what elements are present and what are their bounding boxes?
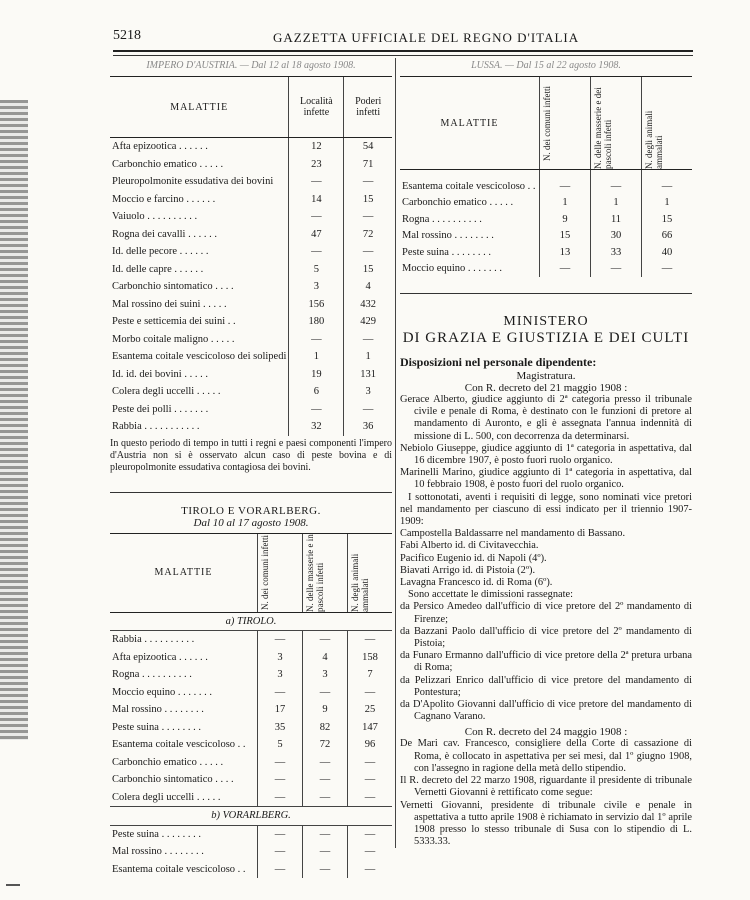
table-row [110,366,392,384]
paragraph-nominations-intro: I sottonotati, aventi i requisiti di legge, sono nominati vice pretori nel mandamento per ciascuno di essi indicato per il triennio 1907-1909: [400,491,692,528]
disease-label: Morbo coitale maligno . . . . . [112,333,235,345]
col-header-masserie-2: N. delle masserie e in pascoli infetti [305,533,325,612]
disease-label: Esantema coitale vescicoloso . . [402,180,536,192]
disease-label: Esantema coitale vescicoloso . . [112,739,246,751]
localita-value: 19 [289,366,344,384]
disease-label: Carbonchio ematico . . . . . [112,158,224,170]
poderi-value: 36 [344,418,392,436]
disease-label: Rogna dei cavalli . . . . . . [112,228,217,240]
disease-label: Peste suina . . . . . . . . [112,828,201,840]
poderi-value: — [344,173,392,191]
disease-label: Id. id. dei bovini . . . . . [112,368,208,380]
paragraph-gerace: Gerace Alberto, giudice aggiunto di 2ª categoria presso il tribunale civile e penale di Roma, è destinato con le funzioni di pretore al mandamento di Auronto, e gli è assegnata l'annua indennità di missione di L. 500, con decorrenza da determinarsi. [400,394,692,442]
disease-label: Rogna . . . . . . . . . . [112,669,192,681]
disease-label: Afta epizootica . . . . . . [112,141,208,153]
ministry-subtitle: DI GRAZIA E GIUSTIZIA E DEI CULTI [402,330,690,346]
animali-value: 15 [642,211,693,228]
localita-value: — [289,401,344,419]
russia-table-body [400,170,692,278]
nomination-item: Campostella Baldassarre nel mandamento di Bassano. [400,528,626,540]
masserie-value: 9 [303,701,348,719]
comuni-value: — [258,825,303,843]
disease-label: Afta epizootica . . . . . . [112,651,208,663]
subsection-vorarlberg-label: b) VORARLBERG. [110,807,392,826]
comuni-value: 9 [540,211,591,228]
comuni-value: 1 [540,195,591,212]
table-row [110,208,392,226]
poderi-value: 432 [344,296,392,314]
masserie-value: 4 [303,649,348,667]
masserie-value: — [303,684,348,702]
disease-label: Id. delle capre . . . . . . [112,263,204,275]
right-column [400,60,692,848]
disease-label: Colera degli uccelli . . . . . [112,791,221,803]
comuni-value: 35 [258,719,303,737]
animali-value: 1 [642,195,693,212]
austria-table [110,76,392,436]
col-header-poderi: Poderi infetti [344,77,392,138]
poderi-value: 54 [344,138,392,156]
disease-label: Peste suina . . . . . . . . [402,246,491,258]
poderi-value: 71 [344,156,392,174]
disease-label: Mal rossino . . . . . . . . [112,846,204,858]
comuni-value: — [258,843,303,861]
table-row [110,313,392,331]
comuni-value: 3 [258,649,303,667]
ministry-rule [400,293,692,294]
subsection-tirolo-label: a) TIROLO. [110,612,392,631]
col-header-malattie-2: MALATTIE [110,533,258,612]
table-row [110,278,392,296]
dimissions-list [400,601,692,723]
table-row [110,296,392,314]
table-row [110,666,392,684]
page-number: 5218 [113,28,141,43]
dimission-item: da Persico Amedeo dall'ufficio di vice pretore del 2º mandamento di Firenze; [400,601,692,625]
masserie-value: — [303,631,348,649]
disease-label: Esantema coitale vescicoloso dei solipedi [112,351,287,363]
disease-label: Carbonchio sintomatico . . . . [112,281,234,293]
localita-value: 47 [289,226,344,244]
page-header [113,28,693,50]
comuni-value: — [258,684,303,702]
poderi-value: 429 [344,313,392,331]
masserie-value: 11 [591,211,642,228]
comuni-value: — [258,631,303,649]
disease-label: Mal rossino . . . . . . . . [112,704,204,716]
table-row [400,261,692,278]
col-header-animali-2: N. degli animali ammalati [350,553,370,612]
table-row [110,401,392,419]
masserie-value: 30 [591,228,642,245]
disease-label: Moccio equino . . . . . . . [402,263,503,275]
comuni-value: — [540,261,591,278]
masserie-value: — [303,754,348,772]
table-row [110,754,392,772]
disease-label: Moccio e farcino . . . . . . [112,193,216,205]
nomination-item: Biavati Arrigo id. di Pistoia (2º). [400,564,536,576]
col-header-localita: Località infette [289,77,344,138]
localita-value: — [289,173,344,191]
localita-value: 3 [289,278,344,296]
table-row [400,244,692,261]
localita-value: 32 [289,418,344,436]
poderi-value: 1 [344,348,392,366]
poderi-value: — [344,401,392,419]
col-header-comuni-3: N. dei comuni infetti [542,85,552,161]
table-row [110,843,392,861]
disease-label: Vaiuolo . . . . . . . . . . [112,211,198,223]
poderi-value: 131 [344,366,392,384]
dimission-item: da Pelizzari Enrico dall'ufficio di vice pretore del mandamento di Pontestura; [400,674,692,698]
russia-table [400,76,692,277]
masserie-value: 1 [591,195,642,212]
tirolo-table-body [110,612,392,878]
dimission-item: da D'Apolito Giovanni dall'ufficio di vice pretore del mandamento di Cagnano Varano. [400,699,692,723]
animali-value: — [642,261,693,278]
animali-value: 66 [642,228,693,245]
table-row [110,736,392,754]
comuni-value: 3 [258,666,303,684]
comuni-value: — [258,789,303,807]
table-row [400,170,692,195]
masserie-value: — [303,771,348,789]
comuni-value: 15 [540,228,591,245]
tirolo-title: TIROLO E VORARLBERG. [181,504,321,517]
comuni-value: — [258,754,303,772]
magistratura-heading: Magistratura. [516,370,576,382]
header-rule [113,50,693,52]
disease-label: Mal rossino . . . . . . . . [402,230,494,242]
animali-value: — [348,789,393,807]
header-rule-thin [113,55,693,56]
masserie-value: — [591,170,642,195]
table-row [110,719,392,737]
disease-label: Rogna . . . . . . . . . . [402,213,482,225]
decree-21-may: Con R. decreto del 21 maggio 1908 : [464,382,628,394]
disease-label: Colera degli uccelli . . . . . [112,386,221,398]
poderi-value: — [344,208,392,226]
table-row [400,228,692,245]
animali-value: 96 [348,736,393,754]
poderi-value: 15 [344,261,392,279]
table-row [110,348,392,366]
table-row [110,771,392,789]
masserie-value: 82 [303,719,348,737]
animali-value: — [348,861,393,879]
animali-value: — [348,771,393,789]
poderi-value: — [344,243,392,261]
col-header-masserie-3: N. delle masserie e dei pascoli infetti [593,87,613,169]
table-row [110,631,392,649]
col-header-comuni-2: N. dei comuni infetti [260,535,270,610]
left-column [110,60,392,878]
personnel-heading: Disposizioni nel personale dipendente: [400,355,597,369]
dimission-item: da Bazzani Paolo dall'ufficio di vice pretore del 2º mandamento di Pistoia; [400,625,692,650]
table-row [110,138,392,156]
poderi-value: 4 [344,278,392,296]
disease-label: Peste suina . . . . . . . . [112,721,201,733]
paragraph-rettifica: Il R. decreto del 22 marzo 1908, riguardante il presidente di tribunale Vernetti Giovanni è rettificato come segue: [400,775,692,799]
poderi-value: 72 [344,226,392,244]
table-row [110,261,392,279]
table-row [110,226,392,244]
col-header-animali-3: N. degli animali ammalati [644,110,664,169]
animali-value: — [642,170,693,195]
comuni-value: — [540,170,591,195]
table-row [110,649,392,667]
localita-value: 12 [289,138,344,156]
masserie-value: — [303,825,348,843]
austria-subtitle: IMPERO D'AUSTRIA. — Dal 12 al 18 agosto 1908. [146,60,356,71]
localita-value: — [289,208,344,226]
masserie-value: — [303,843,348,861]
disease-label: Rabbia . . . . . . . . . . [112,634,195,646]
table-row [110,418,392,436]
table-row [110,156,392,174]
nomination-item: Fabi Alberto id. di Civitavecchia. [400,540,539,552]
disease-label: Pleuropolmonite essudativa dei bovini [112,176,274,188]
col-header-malattie-3: MALATTIE [400,77,540,170]
table-row [110,684,392,702]
austria-table-body [110,138,392,436]
table-row [110,825,392,843]
localita-value: 6 [289,383,344,401]
tirolo-dates: Dal 10 al 17 agosto 1908. [193,516,309,529]
localita-value: 23 [289,156,344,174]
comuni-value: 5 [258,736,303,754]
disease-label: Carbonchio ematico . . . . . [402,197,514,209]
comuni-value: — [258,861,303,879]
section-rule [110,492,392,493]
ministry-title: MINISTERO [503,314,589,329]
tirolo-table [110,533,392,879]
animali-value: 158 [348,649,393,667]
masserie-value: — [303,861,348,879]
animali-value: — [348,825,393,843]
table-row [400,211,692,228]
gazette-title: GAZZETTA UFFICIALE DEL REGNO D'ITALIA [273,30,580,45]
russia-subtitle: LUSSA. — Dal 15 al 22 agosto 1908. [471,60,621,71]
table-row [110,331,392,349]
localita-value: 1 [289,348,344,366]
dimission-item: da Funaro Ermanno dall'ufficio di vice pretore della 2ª pretura urbana di Roma; [400,650,692,674]
disease-label: Mal rossino dei suini . . . . . [112,298,227,310]
disease-label: Carbonchio ematico . . . . . [112,756,224,768]
table-row [110,191,392,209]
nomination-item: Lavagna Francesco id. di Roma (6º). [400,577,553,589]
animali-value: — [348,843,393,861]
decree-24-may: Con R. decreto del 24 maggio 1908 : [464,726,628,739]
animali-value: — [348,754,393,772]
binding-edge [0,100,28,740]
animali-value: 7 [348,666,393,684]
localita-value: — [289,243,344,261]
disease-label: Id. delle pecore . . . . . . [112,246,209,258]
localita-value: 14 [289,191,344,209]
poderi-value: 3 [344,383,392,401]
paragraph-nebiolo: Nebiolo Giuseppe, giudice aggiunto di 1ª categoria in aspettativa, dal 16 dicembre 1907, è posto fuori ruolo organico. [400,442,692,467]
disease-label: Esantema coitale vescicoloso . . [112,863,246,875]
table-row [110,383,392,401]
disease-label: Peste e setticemia dei suini . . [112,316,236,328]
animali-value: 147 [348,719,393,737]
poderi-value: — [344,331,392,349]
localita-value: 180 [289,313,344,331]
scan-mark [6,884,20,886]
disease-label: Carbonchio sintomatico . . . . [112,774,234,786]
paragraph-vernetti: Vernetti Giovanni, presidente di tribunale civile e penale in aspettativa a tutto aprile 1908 è richiamato in servizio dal 1º aprile 1908 presso lo stesso tribunale di Susa con lo stipendio di L. 5333.33. [400,799,692,848]
poderi-value: 15 [344,191,392,209]
comuni-value: 13 [540,244,591,261]
subsection-vorarlberg [110,807,392,826]
masserie-value: 33 [591,244,642,261]
localita-value: 156 [289,296,344,314]
table-row [110,701,392,719]
masserie-value: 3 [303,666,348,684]
paragraph-dimissions-intro: Sono accettate le dimissioni rassegnate: [408,589,574,601]
disease-label: Peste dei polli . . . . . . . [112,403,209,415]
animali-value: 25 [348,701,393,719]
masserie-value: — [591,261,642,278]
table-row [110,861,392,879]
table-row [110,789,392,807]
table-row [400,195,692,212]
table-row [110,243,392,261]
masserie-value: — [303,789,348,807]
col-header-malattie: MALATTIE [110,77,289,138]
paragraph-de-mari: De Mari cav. Francesco, consigliere della Corte di cassazione di Roma, è collocato in aspettativa per sei mesi, dal 1º giugno 1908, con l'assegno in ragione della metà dello stipendio. [400,738,692,774]
animali-value: — [348,684,393,702]
subsection-tirolo [110,612,392,631]
masserie-value: 72 [303,736,348,754]
localita-value: 5 [289,261,344,279]
animali-value: 40 [642,244,693,261]
localita-value: — [289,331,344,349]
disease-label: Moccio equino . . . . . . . [112,686,213,698]
comuni-value: 17 [258,701,303,719]
table-row [110,173,392,191]
paragraph-marinelli: Marinelli Marino, giudice aggiunto di 1ª categoria in aspettativa, dal 10 febbraio 1908, è posto fuori del ruolo organico. [400,467,692,491]
disease-label: Rabbia . . . . . . . . . . . [112,421,200,433]
nominations-list [400,528,692,589]
column-divider [395,58,396,848]
animali-value: — [348,631,393,649]
nomination-item: Pacifico Eugenio id. di Napoli (4º). [400,552,547,564]
comuni-value: — [258,771,303,789]
austria-note: In questo periodo di tempo in tutti i regni e paesi componenti l'impero d'Austria non si è osservato alcun caso di peste bovina e di pleuropolmonite essudativa contagiosa dei bovini. [110,437,392,473]
